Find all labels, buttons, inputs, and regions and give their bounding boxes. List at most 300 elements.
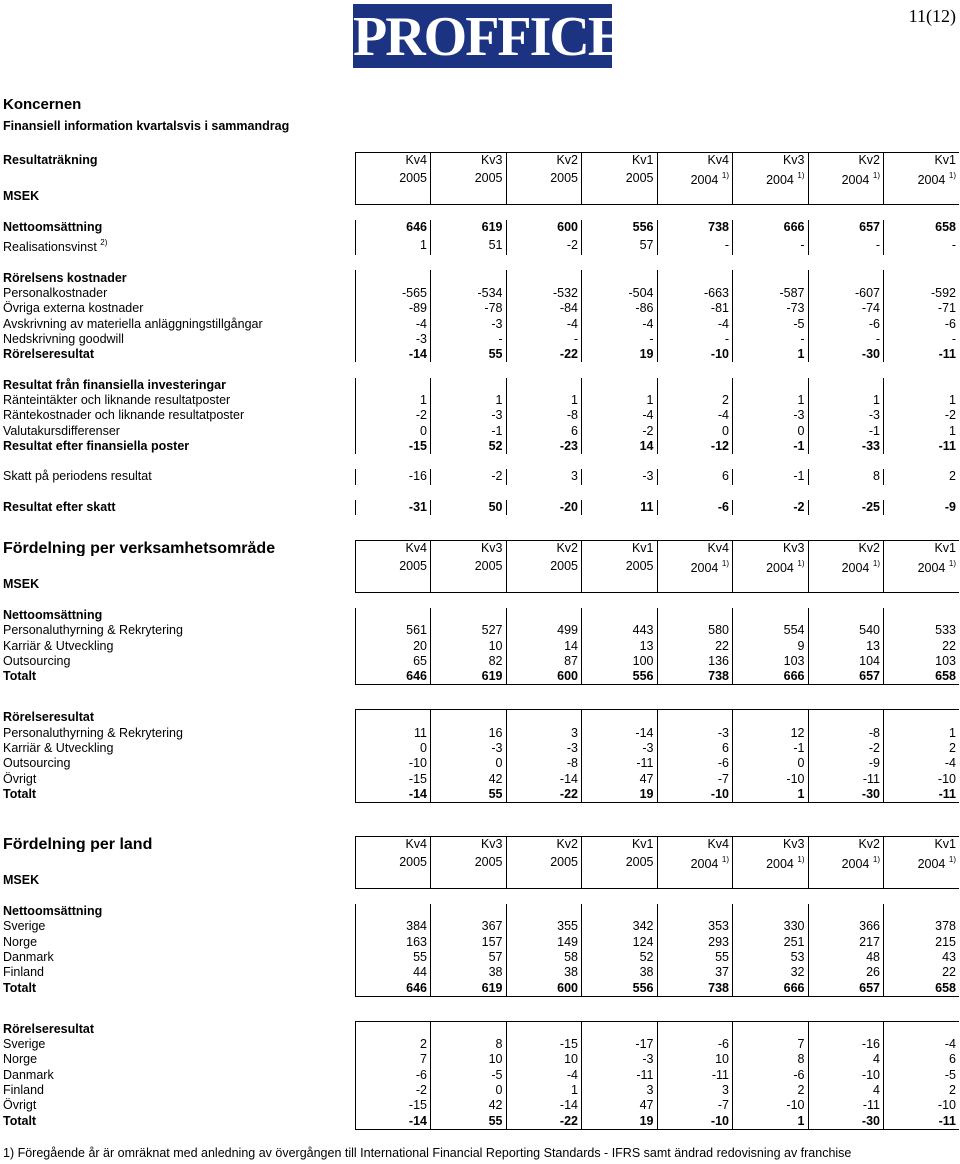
year-text: 2004 (766, 173, 794, 188)
empty-cell (808, 872, 884, 888)
value-cell: 48 (808, 950, 884, 965)
note-marker: 1) (948, 559, 956, 569)
value-cell: 26 (808, 965, 884, 980)
quarter-label: Kv3 (431, 837, 507, 853)
value-cell: 658 (884, 220, 960, 235)
value-cell: 16 (431, 726, 507, 741)
value-cell: -10 (657, 787, 733, 803)
value-cell: 556 (582, 220, 658, 235)
value-cell: -89 (355, 301, 431, 316)
value-cell: -3 (431, 316, 507, 331)
value-cell: -11 (884, 347, 960, 362)
value-cell: 87 (506, 654, 582, 669)
row-label-text: Personalkostnader (3, 285, 108, 300)
value-cell: 600 (506, 669, 582, 685)
quarter-label: Kv2 (808, 837, 884, 853)
value-cell: 1 (733, 393, 809, 408)
value-cell: 136 (657, 654, 733, 669)
financial-table (0, 152, 959, 515)
value-cell: -6 (355, 1068, 431, 1083)
value-cell: -22 (506, 347, 582, 362)
value-cell: 1 (884, 423, 960, 438)
row-label (0, 469, 355, 484)
spacer-row (0, 454, 959, 469)
value-cell: -84 (506, 301, 582, 316)
year-label (808, 852, 884, 872)
quarter-label: Kv3 (733, 837, 809, 853)
footnote: 1) Föregående år är omräknat med anledning av övergången till International Financial Reporting Standards - IFRS samt ändrad redovisning av franchise (3, 1146, 852, 1160)
value-cell (808, 378, 884, 393)
row-label (0, 741, 355, 756)
value-cell: 10 (506, 1052, 582, 1067)
year-label (733, 168, 809, 188)
empty-cell (733, 188, 809, 204)
value-cell: 22 (884, 965, 960, 980)
row-label (0, 608, 355, 623)
empty-cell (733, 576, 809, 592)
header-row-quarters (0, 541, 959, 557)
value-cell (431, 270, 507, 285)
value-cell: -2 (355, 1083, 431, 1098)
value-cell: 540 (808, 623, 884, 638)
value-cell: 14 (506, 638, 582, 653)
row-label-text: Personaluthyrning & Rekrytering (3, 725, 183, 740)
value-cell: -3 (355, 332, 431, 347)
value-cell: 1 (506, 393, 582, 408)
value-cell: 1 (733, 787, 809, 803)
row-label (0, 1068, 355, 1083)
value-cell: -6 (657, 756, 733, 771)
row-label (0, 378, 355, 393)
value-cell (582, 1021, 658, 1037)
value-cell: 8 (808, 469, 884, 484)
empty-cell (0, 485, 959, 500)
row-label (0, 669, 355, 685)
value-cell: 342 (582, 919, 658, 934)
year-text: 2004 (917, 857, 946, 872)
empty-cell (0, 168, 355, 188)
value-cell: 65 (355, 654, 431, 669)
spacer-row (0, 685, 959, 710)
value-cell: 1 (506, 1083, 582, 1098)
value-cell: -3 (733, 408, 809, 423)
value-cell: -10 (808, 1068, 884, 1083)
value-cell: 3 (506, 726, 582, 741)
value-cell: -3 (582, 469, 658, 484)
value-cell (808, 1021, 884, 1037)
row-label-text: Avskrivning av materiella anläggningstillgångar (3, 316, 263, 331)
value-cell: 42 (431, 1098, 507, 1113)
value-cell: - (733, 332, 809, 347)
quarter-label: Kv2 (506, 541, 582, 557)
value-cell: 58 (506, 950, 582, 965)
value-cell (733, 378, 809, 393)
value-cell: -30 (808, 787, 884, 803)
value-cell (657, 904, 733, 919)
quarter-label: Kv1 (582, 153, 658, 169)
empty-cell (355, 576, 431, 592)
row-label (0, 904, 355, 919)
value-cell: 527 (431, 623, 507, 638)
value-cell: 6 (884, 1052, 960, 1067)
value-cell: 0 (431, 756, 507, 771)
value-cell: 52 (431, 439, 507, 454)
value-cell: 53 (733, 950, 809, 965)
table-row (0, 423, 959, 438)
value-cell (355, 270, 431, 285)
row-label (0, 726, 355, 741)
value-cell: -10 (733, 1098, 809, 1113)
year-label (582, 556, 658, 576)
income-statement-section (0, 152, 960, 515)
year-text: 2005 (399, 558, 427, 573)
row-label-text: Danmark (3, 949, 54, 964)
value-cell: -11 (657, 1068, 733, 1083)
value-cell: 37 (657, 965, 733, 980)
value-cell (506, 710, 582, 726)
value-cell: 51 (431, 235, 507, 255)
value-cell: -2 (582, 423, 658, 438)
row-label-text: Totalt (3, 787, 37, 802)
value-cell: 11 (355, 726, 431, 741)
value-cell: 22 (884, 638, 960, 653)
row-label-text: Realisationsvinst (3, 240, 97, 255)
value-cell: -8 (808, 726, 884, 741)
header-row-years (0, 852, 959, 872)
row-label (0, 1113, 355, 1129)
table-row (0, 408, 959, 423)
value-cell: 50 (431, 500, 507, 515)
value-cell: 657 (808, 669, 884, 685)
value-cell: 52 (582, 950, 658, 965)
empty-cell (657, 576, 733, 592)
year-text: 2005 (399, 854, 427, 869)
table-row (0, 378, 959, 393)
value-cell: -1 (733, 439, 809, 454)
table-row (0, 950, 959, 965)
row-label-text: Resultat efter skatt (3, 500, 116, 515)
value-cell (355, 378, 431, 393)
table-row (0, 934, 959, 949)
spacer-row (0, 592, 959, 608)
row-label (0, 980, 355, 996)
value-cell: 1 (733, 347, 809, 362)
year-text: 2004 (841, 561, 870, 576)
value-cell: -74 (808, 301, 884, 316)
value-cell (582, 710, 658, 726)
value-cell: -2 (431, 469, 507, 484)
page-number: 11(12) (908, 6, 956, 26)
table-row (0, 1113, 959, 1129)
value-cell: 0 (431, 1083, 507, 1098)
value-cell: 43 (884, 950, 960, 965)
empty-cell (0, 556, 355, 576)
table-row (0, 332, 959, 347)
quarter-label: Kv2 (506, 153, 582, 169)
quarter-label: Kv1 (582, 541, 658, 557)
value-cell: -607 (808, 286, 884, 301)
value-cell: - (582, 332, 658, 347)
quarter-label: Kv4 (657, 153, 733, 169)
value-cell (884, 270, 960, 285)
row-label-text: Resultat från finansiella investeringar (3, 377, 226, 392)
value-cell: -22 (506, 787, 582, 803)
value-cell: -4 (506, 316, 582, 331)
empty-cell (582, 872, 658, 888)
value-cell: -5 (431, 1068, 507, 1083)
value-cell (431, 608, 507, 623)
row-label (0, 756, 355, 771)
value-cell: 22 (657, 638, 733, 653)
table-row (0, 741, 959, 756)
value-cell: -10 (657, 1113, 733, 1129)
row-label-text: Totalt (3, 980, 37, 995)
quarter-label: Kv2 (808, 541, 884, 557)
note-marker: 1) (872, 171, 880, 181)
value-cell: -4 (355, 316, 431, 331)
row-label-text: Personaluthyrning & Rekrytering (3, 623, 183, 638)
spacer-row (0, 204, 959, 220)
year-label (506, 556, 582, 576)
row-label-text: Karriär & Utveckling (3, 741, 114, 756)
row-label (0, 950, 355, 965)
year-label (657, 168, 733, 188)
value-cell: 556 (582, 980, 658, 996)
row-label-text: Ränteintäkter och liknande resultatposter (3, 393, 231, 407)
value-cell: 330 (733, 919, 809, 934)
quarter-label: Kv4 (355, 541, 431, 557)
value-cell: 42 (431, 772, 507, 787)
value-cell: -3 (657, 726, 733, 741)
empty-cell (808, 576, 884, 592)
value-cell: 619 (431, 669, 507, 685)
header-row-years (0, 168, 959, 188)
note-marker: 1) (797, 855, 805, 865)
value-cell: 657 (808, 980, 884, 996)
value-cell: -534 (431, 286, 507, 301)
value-cell: -11 (808, 772, 884, 787)
table-row (0, 919, 959, 934)
value-cell: - (657, 235, 733, 255)
row-label-text: Rörelsens kostnader (3, 270, 127, 285)
quarter-label: Kv4 (657, 837, 733, 853)
value-cell: 3 (506, 469, 582, 484)
year-label (808, 168, 884, 188)
value-cell: - (431, 332, 507, 347)
value-cell (506, 378, 582, 393)
year-label (884, 852, 960, 872)
value-cell: 738 (657, 980, 733, 996)
value-cell: 6 (506, 423, 582, 438)
year-label (431, 168, 507, 188)
value-cell: -10 (733, 772, 809, 787)
value-cell: 293 (657, 934, 733, 949)
value-cell: -3 (431, 741, 507, 756)
row-label (0, 787, 355, 803)
value-cell: -4 (884, 1037, 960, 1052)
row-label (0, 235, 355, 255)
value-cell: -2 (884, 408, 960, 423)
value-cell: -11 (582, 756, 658, 771)
value-cell: 4 (808, 1083, 884, 1098)
note-marker: 1) (872, 855, 880, 865)
value-cell (884, 608, 960, 623)
value-cell: 443 (582, 623, 658, 638)
value-cell: 251 (733, 934, 809, 949)
header-row-years (0, 556, 959, 576)
value-cell: 47 (582, 772, 658, 787)
value-cell: 13 (808, 638, 884, 653)
spacer-row (0, 255, 959, 270)
value-cell: 658 (884, 980, 960, 996)
empty-cell (0, 454, 959, 469)
row-label (0, 332, 355, 347)
value-cell: 10 (657, 1052, 733, 1067)
value-cell: -15 (506, 1037, 582, 1052)
value-cell: 2 (884, 1083, 960, 1098)
value-cell: -3 (582, 1052, 658, 1067)
value-cell: 366 (808, 919, 884, 934)
value-cell: 12 (733, 726, 809, 741)
value-cell (506, 1021, 582, 1037)
header-row-quarters (0, 837, 959, 853)
value-cell (733, 608, 809, 623)
value-cell (884, 904, 960, 919)
empty-cell (0, 362, 959, 377)
header-row-unit (0, 576, 959, 592)
value-cell: -33 (808, 439, 884, 454)
value-cell: -9 (884, 500, 960, 515)
value-cell: 1 (733, 1113, 809, 1129)
year-label (355, 556, 431, 576)
note-marker: 1) (948, 171, 956, 181)
value-cell: -532 (506, 286, 582, 301)
row-label-text: Outsourcing (3, 653, 71, 668)
note-marker: 1) (948, 855, 956, 865)
empty-cell (0, 685, 959, 710)
year-text: 2004 (690, 857, 719, 872)
empty-cell (884, 872, 960, 888)
table-row (0, 270, 959, 285)
value-cell: -14 (355, 1113, 431, 1129)
row-label-text: Nettoomsättning (3, 904, 103, 919)
table-row (0, 1021, 959, 1037)
value-cell: 11 (582, 500, 658, 515)
value-cell: -11 (808, 1098, 884, 1113)
value-cell: 55 (431, 787, 507, 803)
row-label-text: Danmark (3, 1067, 54, 1082)
value-cell: 124 (582, 934, 658, 949)
empty-cell (0, 996, 959, 1021)
value-cell: -3 (431, 408, 507, 423)
value-cell: -4 (582, 408, 658, 423)
value-cell: 6 (657, 741, 733, 756)
table-row (0, 904, 959, 919)
value-cell (884, 1021, 960, 1037)
year-text: 2005 (625, 854, 654, 869)
value-cell (733, 710, 809, 726)
note-marker: 1) (872, 559, 880, 569)
quarter-label: Kv4 (657, 541, 733, 557)
value-cell: 19 (582, 787, 658, 803)
value-cell: 1 (355, 393, 431, 408)
section-title: Resultaträkning (3, 152, 98, 167)
value-cell: 353 (657, 919, 733, 934)
empty-cell (431, 872, 507, 888)
year-text: 2004 (766, 857, 794, 872)
value-cell: -6 (808, 316, 884, 331)
value-cell: 163 (355, 934, 431, 949)
value-cell: 3 (657, 1083, 733, 1098)
value-cell (355, 710, 431, 726)
value-cell: -3 (506, 741, 582, 756)
quarter-label: Kv3 (431, 541, 507, 557)
quarter-label: Kv2 (506, 837, 582, 853)
value-cell: 666 (733, 220, 809, 235)
table-row (0, 1068, 959, 1083)
value-cell: -4 (582, 316, 658, 331)
value-cell (582, 270, 658, 285)
spacer-row (0, 996, 959, 1021)
value-cell: -23 (506, 439, 582, 454)
value-cell: 580 (657, 623, 733, 638)
value-cell: 1 (431, 393, 507, 408)
row-label-text: Sverige (3, 1037, 46, 1052)
value-cell: - (657, 332, 733, 347)
year-label (431, 556, 507, 576)
quarter-label: Kv3 (431, 153, 507, 169)
value-cell: 8 (431, 1037, 507, 1052)
value-cell: -86 (582, 301, 658, 316)
section-title: Fördelning per land (3, 836, 153, 853)
value-cell (657, 378, 733, 393)
value-cell: -15 (355, 439, 431, 454)
value-cell: 561 (355, 623, 431, 638)
quarter-label: Kv4 (355, 837, 431, 853)
empty-cell (657, 188, 733, 204)
value-cell: -1 (733, 741, 809, 756)
value-cell (431, 904, 507, 919)
value-cell: 157 (431, 934, 507, 949)
empty-cell (506, 188, 582, 204)
row-label (0, 623, 355, 638)
row-label-text: Nedskrivning goodwill (3, 331, 124, 346)
row-label (0, 1083, 355, 1098)
value-cell: 1 (355, 235, 431, 255)
value-cell (582, 608, 658, 623)
year-label (355, 168, 431, 188)
empty-cell (506, 872, 582, 888)
row-label-text: Finland (3, 1083, 44, 1097)
value-cell: -10 (884, 772, 960, 787)
table-row (0, 439, 959, 454)
value-cell: 82 (431, 654, 507, 669)
table-row (0, 235, 959, 255)
value-cell: -22 (506, 1113, 582, 1129)
table-row (0, 638, 959, 653)
unit-label: MSEK (3, 188, 40, 203)
empty-cell (431, 576, 507, 592)
year-text: 2005 (550, 558, 578, 573)
row-label-text: Rörelseresultat (3, 347, 95, 362)
value-cell (657, 710, 733, 726)
row-label-text: Totalt (3, 1113, 37, 1128)
row-label-text: Nettoomsättning (3, 220, 103, 235)
table-row (0, 756, 959, 771)
year-text: 2004 (690, 561, 719, 576)
value-cell: -14 (355, 787, 431, 803)
value-cell: -12 (657, 439, 733, 454)
